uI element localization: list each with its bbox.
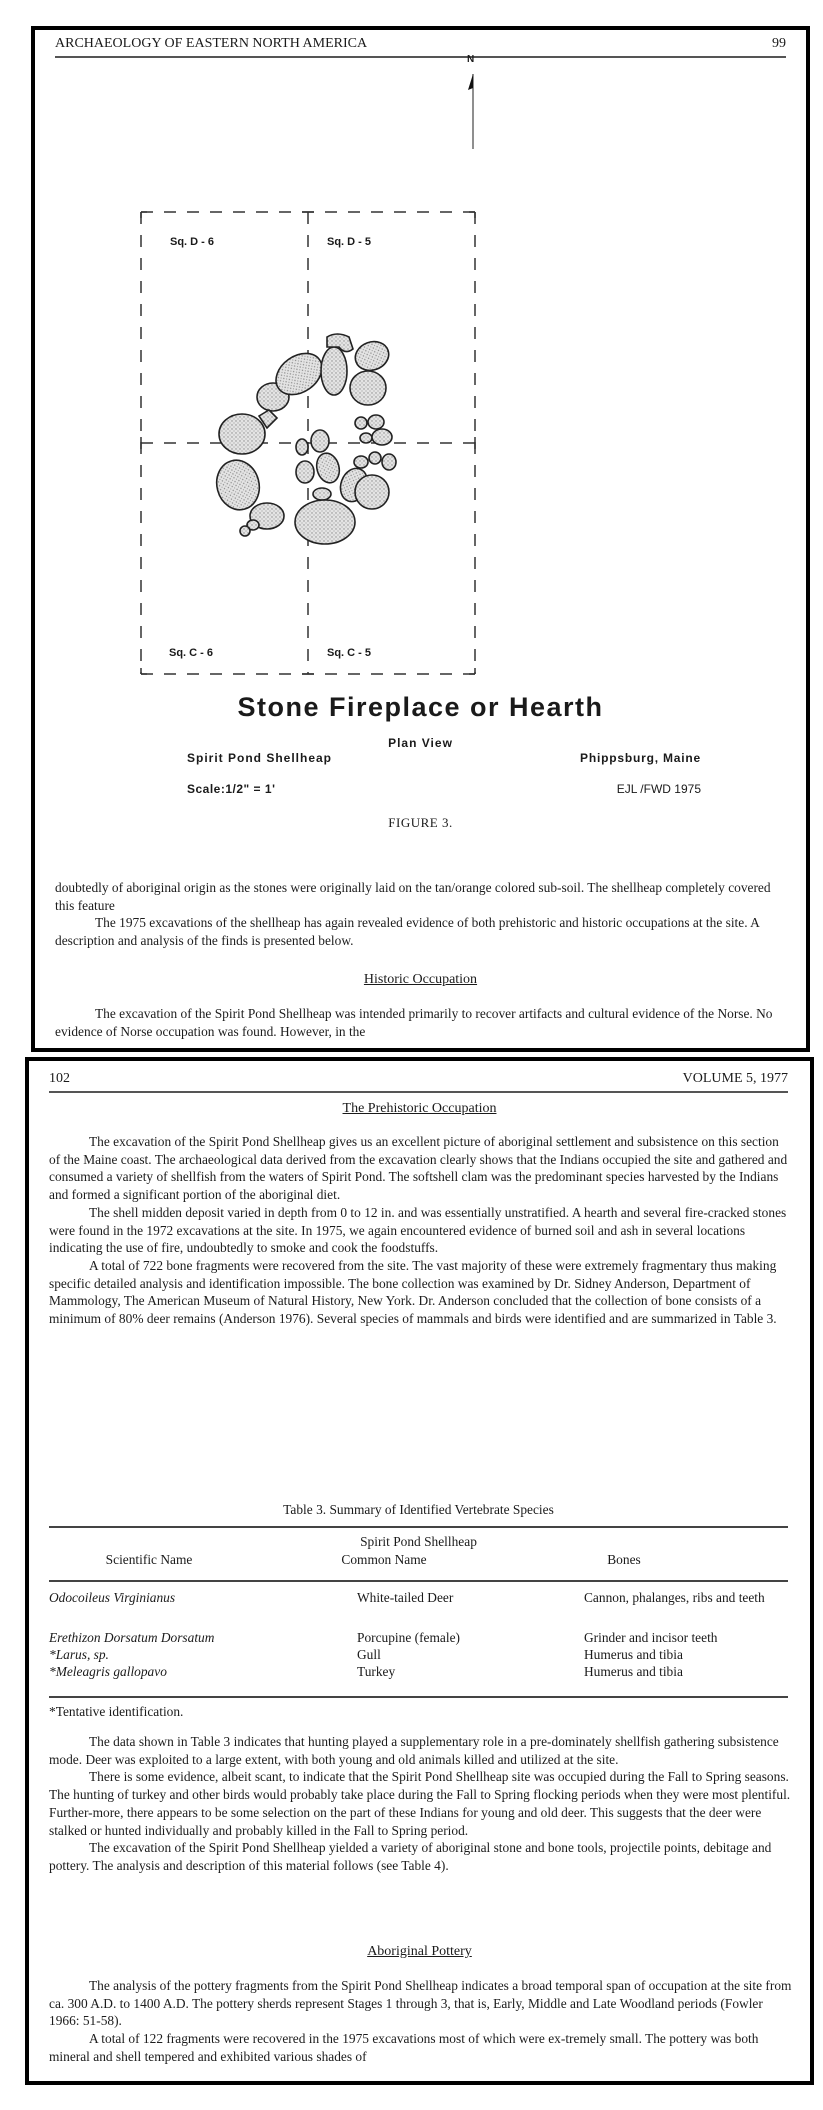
column-header: Common Name xyxy=(341,1552,427,1567)
body-text-block xyxy=(55,879,788,950)
stone xyxy=(313,451,342,486)
stone xyxy=(313,488,331,500)
stone xyxy=(219,414,265,454)
column-header: Bones xyxy=(607,1552,641,1567)
north-arrow-icon xyxy=(455,54,495,154)
species-table xyxy=(49,1502,788,1720)
stone xyxy=(321,347,347,395)
section-heading xyxy=(29,1944,810,1960)
scientific-name: *Larus, sp. xyxy=(49,1647,109,1662)
figure-subtitle: Plan View xyxy=(388,736,453,750)
hearth-stones xyxy=(211,334,396,544)
page-number: 102 xyxy=(49,1071,70,1086)
section-heading xyxy=(35,972,806,988)
bones: Grinder and incisor teeth xyxy=(584,1630,718,1645)
common-name: Porcupine (female) xyxy=(357,1630,460,1645)
paragraph: A total of 722 bone fragments were recovered from the site. The vast majority of these were extremely fragmentary thus making specific detailed analysis and identification impossible. The bone collection was examined by Dr. Sidney Anderson, Department of Mammology, The American Museum of Natural History, New York. Dr. Anderson concluded that the collection of bone consists of a minimum of 80% deer remains (Anderson 1976). Several species of mammals and birds were identified and are summarized in Table 3. xyxy=(49,1257,777,1327)
figure-location: Phippsburg, Maine xyxy=(580,751,701,765)
page-99 xyxy=(31,26,810,1052)
square-label-c6: Sq. C - 6 xyxy=(169,647,214,659)
body-text-block xyxy=(49,1733,792,1875)
paragraph: The analysis of the pottery fragments from the Spirit Pond Shellheap indicates a broad temporal span of occupation at the site from ca. 300 A.D. to 1400 A.D. The pottery sherds represent Stages 1 through 3, that is, Early, Middle and Late Woodland periods (Fowler 1966: 51-58). xyxy=(49,1978,792,2029)
scientific-name: Erethizon Dorsatum Dorsatum xyxy=(49,1630,215,1645)
table-title: Table 3. Summary of Identified Vertebrate Species xyxy=(283,1502,554,1517)
table-super-header: Spirit Pond Shellheap xyxy=(360,1534,477,1549)
paragraph: The data shown in Table 3 indicates that hunting played a supplementary role in a pre-dominately shellfish gathering subsistence mode. Deer was exploited to a large extent, with both young and old animals killed and utilized at the site. xyxy=(49,1734,779,1767)
body-text-block xyxy=(49,1977,792,2066)
page-102 xyxy=(25,1057,814,2085)
square-label-d6: Sq. D - 6 xyxy=(170,236,215,248)
journal-title: ARCHAEOLOGY OF EASTERN NORTH AMERICA xyxy=(55,36,368,51)
stone xyxy=(295,500,355,544)
stone xyxy=(355,417,367,429)
heading-text: Aboriginal Pottery xyxy=(367,1944,472,1959)
stone xyxy=(354,456,368,468)
figure-credit: EJL /FWD 1975 xyxy=(616,782,701,796)
paragraph: The shell midden deposit varied in depth from 0 to 12 in. and was essentially unstratified. A hearth and several fire-cracked stones were found in the 1972 excavations at the site. In 1975, we again encountered evidence of burned soil and ash in several locations indicating the use of fire, undoubtedly to smoke and cook the foodstuffs. xyxy=(49,1204,787,1256)
running-head xyxy=(55,36,786,58)
stone xyxy=(311,430,329,452)
north-label: N xyxy=(467,54,475,65)
body-text-block xyxy=(55,1005,788,1040)
paragraph: The 1975 excavations of the shellheap has again revealed evidence of both prehistoric and historic occupations at the site. A description and analysis of the finds is presented below. xyxy=(55,915,760,949)
square-label-c5: Sq. C - 5 xyxy=(327,647,372,659)
stone xyxy=(351,337,393,375)
hearth-plan-drawing xyxy=(35,204,814,684)
common-name: White-tailed Deer xyxy=(357,1590,454,1605)
common-name: Turkey xyxy=(357,1664,396,1679)
column-header: Scientific Name xyxy=(105,1552,193,1567)
figure-caption: FIGURE 3. xyxy=(388,815,453,830)
volume-label: VOLUME 5, 1977 xyxy=(682,1071,788,1086)
paragraph: The excavation of the Spirit Pond Shellheap was intended primarily to recover artifacts and cultural evidence of the Norse. No evidence of Norse occupation was found. However, in the xyxy=(55,1006,773,1039)
paragraph: A total of 122 fragments were recovered in the 1975 excavations most of which were ex-tremely small. The pottery was both mineral and shell tempered and exhibited various shades of xyxy=(49,2031,759,2064)
paragraph: The excavation of the Spirit Pond Shellheap gives us an excellent picture of aboriginal settlement and subsistence on this section of the Maine coast. The archaeological data derived from the excavation clearly shows that the Indians occupied the site and gathered and consumed a variety of shellfish from the waters of Spirit Pond. The softshell clam was the predominant species harvested by the Indians and formed a significant portion of the aboriginal diet. xyxy=(49,1134,788,1203)
figure-scale: Scale:1/2" = 1' xyxy=(187,782,276,796)
bones: Cannon, phalanges, ribs and teeth xyxy=(584,1590,765,1605)
stone xyxy=(372,429,392,445)
stone xyxy=(296,439,308,455)
running-head xyxy=(49,1071,788,1093)
stone xyxy=(355,475,389,509)
stone xyxy=(368,415,384,429)
paragraph: doubtedly of aboriginal origin as the stones were originally laid on the tan/orange colored sub-soil. The shellheap completely covered this feature xyxy=(55,880,771,913)
page-number: 99 xyxy=(772,36,786,51)
figure-title: Stone Fireplace or Hearth xyxy=(237,692,604,722)
stone xyxy=(296,461,314,483)
table-footnote: *Tentative identification. xyxy=(49,1704,184,1719)
common-name: Gull xyxy=(357,1647,381,1662)
stone xyxy=(350,371,386,405)
stone xyxy=(382,454,396,470)
body-text-block xyxy=(49,1133,792,1328)
scientific-name: Odocoileus Virginianus xyxy=(49,1590,176,1605)
bones: Humerus and tibia xyxy=(584,1664,683,1679)
paragraph: There is some evidence, albeit scant, to indicate that the Spirit Pond Shellheap site was occupied during the Fall to Spring seasons. The hunting of turkey and other birds would probably take place during the Fall to Spring flocking periods when they were most plentiful. Further-more, there appears to be some selection on the part of these Indians for young and old deer. This suggests that the deer were stalked or hunted individually and probably killed in the Fall to Spring period. xyxy=(49,1769,791,1838)
heading-text: The Prehistoric Occupation xyxy=(342,1101,497,1116)
stone xyxy=(240,526,250,536)
table-body xyxy=(49,1582,788,1696)
stone xyxy=(360,433,372,443)
scientific-name: *Meleagris gallopavo xyxy=(49,1664,167,1679)
north-arrow xyxy=(455,54,495,154)
section-heading xyxy=(29,1101,810,1117)
square-label-d5: Sq. D - 5 xyxy=(327,236,372,248)
table-header xyxy=(49,1528,788,1580)
figure-site: Spirit Pond Shellheap xyxy=(187,751,333,765)
heading-text: Historic Occupation xyxy=(363,972,478,987)
bones: Humerus and tibia xyxy=(584,1647,683,1662)
stone xyxy=(369,452,381,464)
paragraph: The excavation of the Spirit Pond Shellheap yielded a variety of aboriginal stone and bone tools, projectile points, debitage and pottery. The analysis and description of this material follows (see Table 4). xyxy=(49,1840,772,1873)
